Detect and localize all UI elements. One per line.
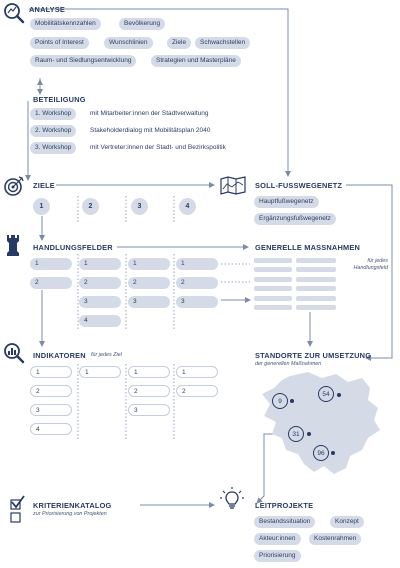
massnahme-bar [254, 277, 292, 282]
analyse-item: Mobilitätskennzahlen [30, 18, 101, 30]
indikator-pill: 1 [30, 366, 72, 378]
handlungsfeld-pill: 3 [79, 296, 121, 308]
massnahme-bar [296, 305, 336, 310]
soll-title: SOLL-FUSSWEGENETZ [255, 181, 343, 190]
handlungsfeld-pill: 1 [128, 258, 170, 270]
handlungsfeld-pill: 1 [30, 258, 72, 270]
massnahme-bar [296, 277, 336, 282]
city-map-shape [250, 368, 390, 478]
kriterien-title: KRITERIENKATALOG [33, 501, 112, 510]
ziel-number: 2 [82, 198, 99, 215]
analyse-item: Points of Interest [30, 37, 89, 49]
massnahmen-title: GENERELLE MASSNAHMEN [255, 243, 361, 252]
massnahme-bar [254, 296, 292, 301]
map-location-marker: 9 [272, 393, 288, 409]
indikator-pill: 1 [79, 366, 121, 378]
handlungsfeld-pill: 2 [176, 277, 218, 289]
leitprojekt-item: Priorisierung [254, 550, 301, 562]
analyse-item: Raum- und Siedlungsentwicklung [30, 55, 136, 67]
massnahme-bar [254, 286, 292, 291]
magnifier-bars-icon [3, 342, 25, 364]
massnahme-bar [296, 258, 336, 263]
map-icon [220, 176, 246, 195]
map-location-marker: 96 [313, 445, 329, 461]
massnahmen-subtitle: für jedes Handlungsfeld [353, 258, 388, 271]
map-location-marker: 31 [288, 426, 304, 442]
ziele-title: ZIELE [33, 181, 55, 190]
massnahme-bar [254, 267, 292, 272]
massnahme-bar [254, 305, 292, 310]
map-location-marker: 54 [318, 386, 334, 402]
indikator-pill: 2 [128, 385, 170, 397]
beteiligung-title: BETEILIGUNG [33, 95, 86, 104]
lightbulb-icon [219, 486, 245, 512]
leitprojekt-item: Kostenrahmen [309, 533, 361, 545]
handlungsfeld-pill: 2 [79, 277, 121, 289]
kriterien-subtitle: zur Priorisierung von Projekten [33, 511, 107, 517]
workshop-text: Stakeholderdialog mit Mobilitätsplan 2040 [90, 127, 211, 134]
indikator-pill: 3 [30, 404, 72, 416]
leitprojekt-item: Konzept [330, 516, 364, 528]
checklist-icon [8, 494, 26, 524]
massnahme-bar [296, 286, 336, 291]
handlungsfeld-pill: 1 [176, 258, 218, 270]
handlungsfeld-pill: 2 [30, 277, 72, 289]
handlungsfeld-pill: 2 [128, 277, 170, 289]
indikatoren-title: INDIKATOREN [33, 351, 86, 360]
soll-item: Hauptfußwegenetz [254, 196, 319, 208]
workshop-text: mit Vertreter:innen der Stadt- und Bezirkspolitik [90, 144, 226, 151]
massnahme-bar [254, 258, 292, 263]
indikator-pill: 1 [128, 366, 170, 378]
handlungsfeld-pill: 3 [176, 296, 218, 308]
chess-rook-icon [3, 233, 23, 257]
leitprojekt-item: Bestandssituation [254, 516, 315, 528]
standorte-title: STANDORTE ZUR UMSETZUNG [255, 351, 372, 360]
map-location-dot [331, 451, 335, 455]
indikator-pill: 2 [176, 385, 218, 397]
analyse-item: Strategien und Masterpläne [151, 55, 241, 67]
workshop-label: 1. Workshop [30, 108, 76, 120]
handlungsfeld-pill: 1 [79, 258, 121, 270]
analyse-item: Ziele [167, 37, 191, 49]
handlungsfelder-title: HANDLUNGSFELDER [33, 243, 113, 252]
handlungsfeld-pill: 3 [128, 296, 170, 308]
workshop-label: 3. Workshop [30, 142, 76, 154]
target-icon [3, 175, 25, 197]
standorte-subtitle: der generellen Maßnahmen [255, 361, 322, 367]
indikator-pill: 4 [30, 423, 72, 435]
magnifier-chart-icon [3, 2, 25, 24]
massnahme-bar [296, 296, 336, 301]
workshop-text: mit Mitarbeiter:innen der Stadtverwaltung [90, 110, 209, 117]
leitprojekt-item: Akteur:innen [254, 533, 301, 545]
ziel-number: 1 [33, 198, 50, 215]
indikator-pill: 1 [176, 366, 218, 378]
map-location-dot [337, 393, 341, 397]
workshop-label: 2. Workshop [30, 125, 76, 137]
indikator-pill: 2 [30, 385, 72, 397]
soll-item: Ergänzungsfußwegenetz [254, 213, 336, 225]
analyse-item: Schwachstellen [195, 37, 250, 49]
analyse-item: Bevölkerung [119, 18, 165, 30]
indikatoren-subtitle: für jedes Ziel [91, 352, 122, 358]
indikator-pill: 3 [128, 404, 170, 416]
map-location-dot [307, 432, 311, 436]
handlungsfeld-pill: 4 [79, 315, 121, 327]
ziel-number: 3 [131, 198, 148, 215]
analyse-item: Wunschlinien [104, 37, 153, 49]
analyse-title: ANALYSE [29, 5, 66, 14]
map-location-dot [290, 399, 294, 403]
ziel-number: 4 [179, 198, 196, 215]
massnahme-bar [296, 267, 336, 272]
leitprojekte-title: LEITPROJEKTE [255, 501, 314, 510]
